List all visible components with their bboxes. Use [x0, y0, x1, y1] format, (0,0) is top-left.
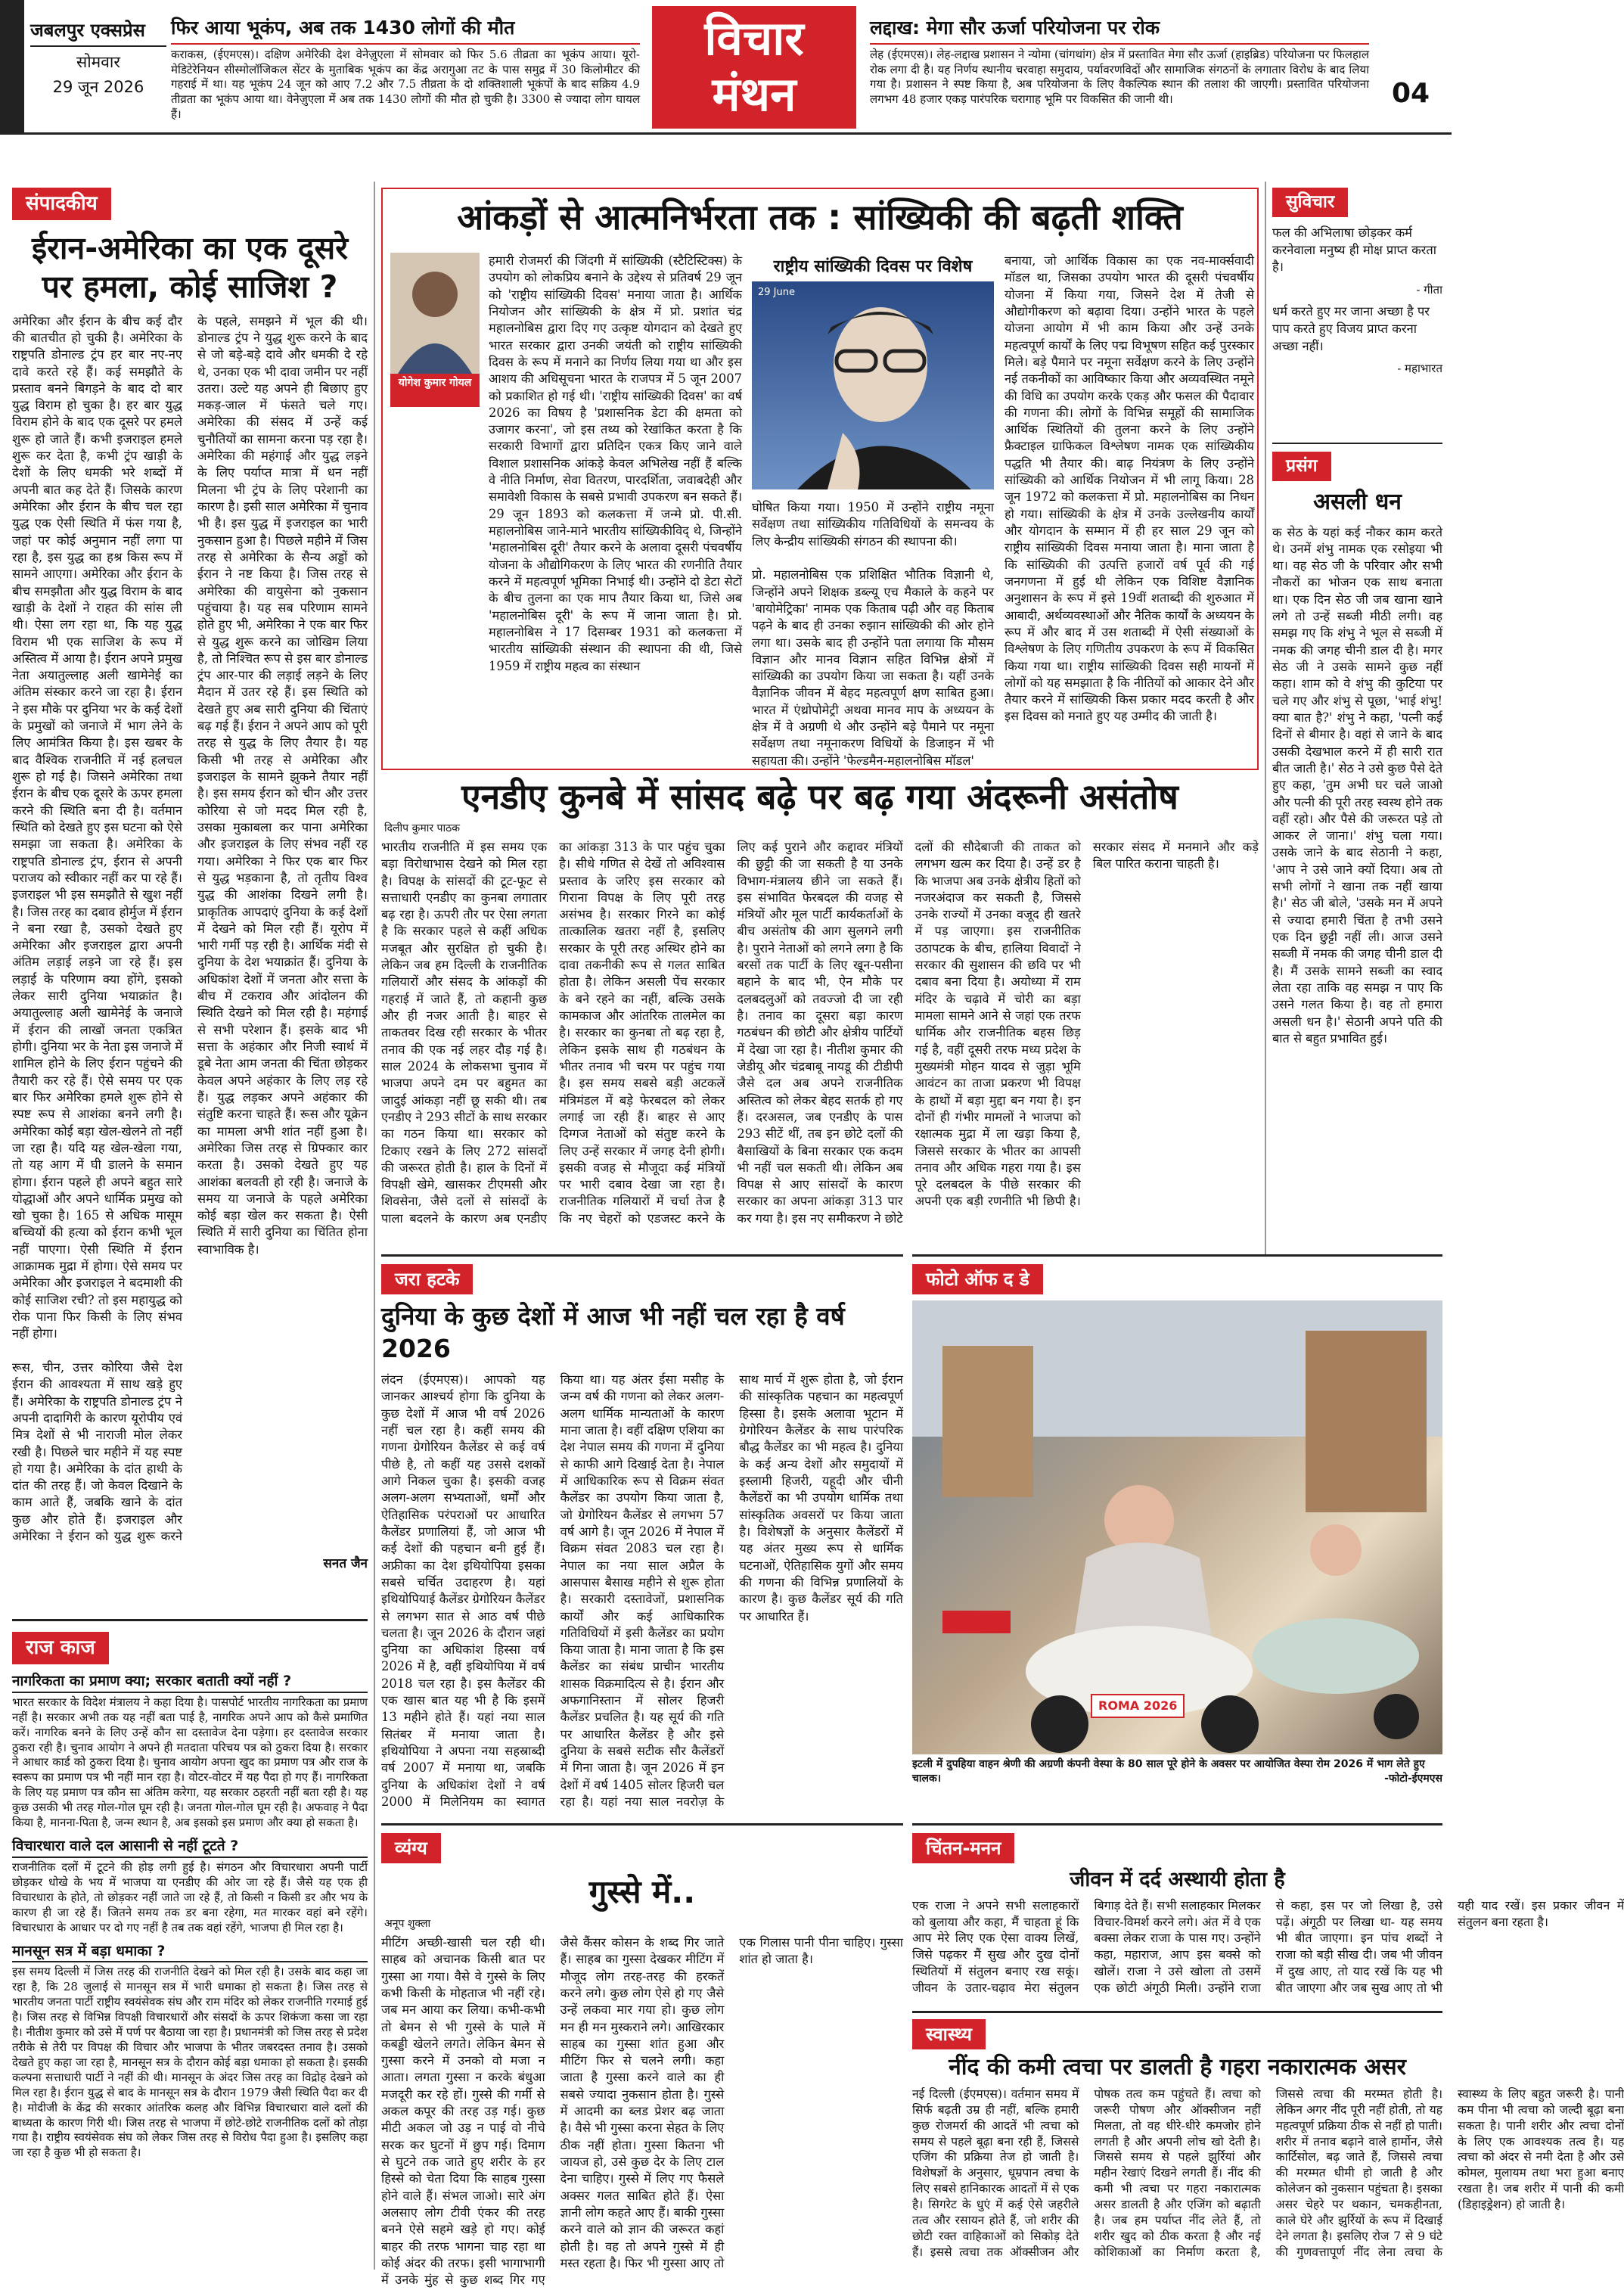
prasang-headline: असली धन	[1313, 489, 1402, 516]
photo-of-day-section	[912, 1254, 1442, 1814]
person-icon	[390, 253, 480, 374]
feature-headline: आंकड़ों से आत्मनिर्भरता तक : सांख्यिकी की बढ़ती शक्ति	[457, 197, 1183, 238]
vyang-body: मीटिंग अच्छी-खासी चल रही थी। साहब को अचानक किसी बात पर गुस्सा आ गया। वैसे वे गुस्से के लिए कभी किसी के मोहताज भी नहीं रहे। जब मन आया कर लिया। कभी-कभी तो बेमन से भी गुस्से के पाले में कबड्डी खेलने लगते। लेकिन बेमन से गुस्सा करने में उनको वो मजा न आता। लगता गुस्सा न करके बंधुआ मजदूरी कर रहे हों। गुस्से की गर्मी से अकल कपूर की तरह उड़ गई। कुछ मीटी अकल जो उड़ न पाई वो नीचे सरक कर घुटनों में छुप गई। दिमाग से घुटने तक जाते हुए शरीर के हर हिस्से को चेता दिया कि साहब गुस्सा होने वाले हैं। संभल जाओ। सारे अंग अलसाए लोग टीवी एंकर की तरह बनने ऐसे सहमे खड़े हो गए। कोई बाहर की तरफ भागना चाह रहा था कोई अंदर की तरफ। इसी भागाभागी में उनके मुंह से कुछ शब्द गिर गए जैसे कैंसर कोसन के शब्द गिर जाते हैं। साहब का गुस्सा देखकर मीटिंग में मौजूद लोग तरह-तरह की हरकतें करने लगे। कुछ लोग ऐसे हो गए जैसे उन्हें लकवा मार गया हो। कुछ लोग मन ही मन मुस्कराने लगे। आखिरकार साहब का गुस्सा शांत हुआ और मीटिंग फिर से चलने लगी। कहा जाता है गुस्सा करने वाले का ही सबसे ज्यादा नुकसान होता है। गुस्से में आदमी का ब्लड प्रेशर बढ़ जाता है। वैसे भी गुस्सा करना सेहत के लिए ठीक नहीं होता। गुस्सा कितना भी जायज हो, उसे कुछ देर के लिए टाल देना चाहिए। गुस्से में लिए गए फैसले अक्सर गलत साबित होते हैं। ऐसा ज्ञानी लोग कहते आए हैं। बाकी गुस्सा करने वाले को ज्ञान की जरूरत कहां होती है। वह तो अपने गुस्से में ही मस्त रहता है। फिर भी गुस्सा आए तो एक गिलास पानी पीना चाहिए। गुस्सा शांत हो जाता है।	[381, 1934, 903, 2288]
raj-kaaj-item	[12, 1672, 368, 1831]
masthead	[0, 0, 1452, 135]
raj-kaaj-headline-3: मानसून सत्र में बड़ा धमाका ?	[12, 1942, 368, 1963]
feature-article	[381, 188, 1259, 770]
editorial-section	[12, 188, 368, 1610]
column-divider-left	[374, 182, 375, 2270]
jara-hatke-body: लंदन (ईएमएस)। आपको यह जानकर आश्चर्य होगा कि दुनिया के कुछ देशों में आज भी वर्ष 2026 नहीं चल रहा है। कहीं समय की गणना ग्रेगोरियन कैलेंडर से कई वर्ष पीछे है, तो कहीं यह उससे दशकों आगे निकल चुका है। इसकी वजह अलग-अलग सभ्यताओं, धर्मों और ऐतिहासिक परंपराओं पर आधारित कैलेंडर प्रणालियां हैं, जो आज भी कई देशों की पहचान बनी हुई हैं। अफ्रीका का देश इथियोपिया इसका सबसे चर्चित उदाहरण है। यहां इथियोपियाई कैलेंडर ग्रेगोरियन कैलेंडर से लगभग सात से आठ वर्ष पीछे चलता है। जून 2026 के दौरान जहां दुनिया का अधिकांश हिस्सा वर्ष 2026 में है, वहीं इथियोपिया में वर्ष 2018 चल रहा है। इस कैलेंडर की एक खास बात यह भी है कि इसमें 13 महीने होते हैं। यहां नया साल सितंबर में मनाया जाता है। इथियोपिया ने अपना नया सहस्राब्दी वर्ष 2007 में मनाया था, जबकि दुनिया के अधिकांश देशों ने वर्ष 2000 में मिलेनियम का स्वागत किया था। यह अंतर ईसा मसीह के जन्म वर्ष की गणना को लेकर अलग-अलग धार्मिक मान्यताओं के कारण माना जाता है। वहीं दक्षिण एशिया का देश नेपाल समय की गणना में दुनिया से काफी आगे दिखाई देता है। नेपाल में आधिकारिक रूप से विक्रम संवत कैलेंडर का उपयोग किया जाता है, जो ग्रेगोरियन कैलेंडर से लगभग 57 वर्ष आगे है। जून 2026 में नेपाल में विक्रम संवत 2083 चल रहा है। नेपाल का नया साल अप्रैल के आसपास बैसाख महीने से शुरू होता है। सरकारी दस्तावेजों, प्रशासनिक कार्यों और कई आधिकारिक गतिविधियों में इसी कैलेंडर का प्रयोग किया जाता है। माना जाता है कि इस कैलेंडर का संबंध प्राचीन भारतीय शासक विक्रमादित्य से है। ईरान और अफगानिस्तान में सोलर हिजरी कैलेंडर प्रचलित है। यह सूर्य की गति पर आधारित कैलेंडर है और इसे दुनिया के सबसे सटीक सौर कैलेंडरों में गिना जाता है। जून 2026 में इन देशों में वर्ष 1405 सोलर हिजरी चल रहा है। यहां नया साल नवरोज़ के साथ मार्च में शुरू होता है, जो ईरान की सांस्कृतिक पहचान का महत्वपूर्ण हिस्सा है। इसके अलावा भूटान में ग्रेगोरियन कैलेंडर के साथ पारंपरिक बौद्ध कैलेंडर का भी महत्व है। दुनिया के कई अन्य देशों और समुदायों में इस्लामी हिजरी, यहूदी और चीनी कैलेंडरों का भी उपयोग धार्मिक तथा सांस्कृतिक अवसरों पर किया जाता है। विशेषज्ञों के अनुसार कैलेंडरों में यह अंतर मुख्य रूप से धार्मिक घटनाओं, ऐतिहासिक युगों और समय की गणना की विभिन्न प्रणालियों के कारण है। कुछ कैलेंडर सूर्य की गति पर आधारित हैं।	[381, 1372, 903, 1809]
paper-info	[30, 18, 166, 124]
swasthya-body: नई दिल्ली (ईएमएस)। वर्तमान समय में सिर्फ बढ़ती उम्र ही नहीं, बल्कि हमारी कुछ रोजमर्रा की आदतें भी त्वचा को समय से पहले बूढ़ा बना रही हैं, जिससे एजिंग की प्रक्रिया तेज हो जाती है। विशेषज्ञों के अनुसार, धूम्रपान त्वचा के लिए सबसे हानिकारक आदतों में से एक है। सिगरेट के धुएं में कई ऐसे जहरीले तत्व और रसायन होते हैं, जो शरीर की छोटी रक्त वाहिकाओं को सिकोड़ देते हैं। इससे त्वचा तक ऑक्सीजन और पोषक तत्व कम पहुंचते हैं। त्वचा को जरूरी पोषण और ऑक्सीजन नहीं मिलता, तो वह धीरे-धीरे कमजोर होने लगती है और अपनी लोच खो देती है। जिससे समय से पहले झुर्रियां और महीन रेखाएं दिखने लगती हैं। नींद की कमी भी त्वचा पर गहरा नकारात्मक असर डालती है और एजिंग को बढ़ाती है। जब हम पर्याप्त नींद लेते हैं, तो शरीर खुद को ठीक करता है और नई कोशिकाओं का निर्माण करता है, जिससे त्वचा की मरम्मत होती है। लेकिन अगर नींद पूरी नहीं होती, तो यह महत्वपूर्ण प्रक्रिया ठीक से नहीं हो पाती। शरीर में तनाव बढ़ाने वाले हार्मोन, जैसे कार्टिसोल, बढ़ जाते हैं, जिससे त्वचा की मरम्मत धीमी हो जाती है और कोलेजन को नुकसान पहुंचता है। इसका असर चेहरे पर थकान, चमकहीनता, काले घेरे और झुर्रियों के रूप में दिखाई देने लगता है। इसलिए रोज 7 से 9 घंटे की गुणवत्तापूर्ण नींद लेना त्वचा के स्वास्थ्य के लिए बहुत जरूरी है। पानी कम पीना भी त्वचा को जल्दी बूढ़ा बना सकता है। पानी शरीर और त्वचा दोनों के लिए एक आवश्यक तत्व है। यह त्वचा को अंदर से नमी देता है और उसे कोमल, मुलायम तथा भरा हुआ बनाए रखता है। जब शरीर में पानी की कमी (डिहाइड्रेशन) हो जाती है।	[912, 2086, 1624, 2259]
nda-article	[381, 773, 1259, 1250]
right-top-news	[870, 15, 1369, 129]
photo-of-day-tag: फोटो ऑफ द डे	[912, 1264, 1043, 1294]
right-top-news-text: लेह (ईएमएस)। लेह-लद्दाख प्रशासन ने न्योमा (चांगथांग) क्षेत्र में प्रस्तावित मेगा सौर ऊर्जा (हाइब्रिड) परियोजना पर फिलहाल रोक लगा दी है। यह निर्णय स्थानीय चरवाहा समुदाय, पर्यावरणविदों और सामाजिक संगठनों के लगातार विरोध के बाद लिया गया है। प्रशासन ने स्पष्ट किया है, अब परियोजना के लिए वैकल्पिक स्थान की तलाश की जाएगी। प्रस्तावित परियोजना लगभग 48 हजार एकड़ पारंपरिक चरागाह भूमि पर विकसित की जानी थी।	[870, 47, 1369, 107]
prasang-section	[1272, 443, 1442, 1252]
section-title-box	[652, 6, 856, 129]
editorial-body: अमेरिका और ईरान के बीच कई दौर की बातचीत हो चुकी है। अमेरिका के राष्ट्रपति डोनाल्ड ट्रंप हर बार नए-नए दावे करते रहे हैं। कई समझौते के प्रस्ताव बनने बिगड़ने के बाद दो बार युद्ध विराम हो चुका है। हर बार युद्ध विराम होने के बाद एक दूसरे पर हमले शुरू हो जाते हैं। कभी इजराइल हमले शुरू कर देता है, कभी ट्रंप खाड़ी के देशों के लिए धमकी भरे शब्दों में अपनी बात कह देते हैं। जिसके कारण अमेरिका और ईरान के बीच चल रहा युद्ध एक ऐसी स्थिति में फंस गया है, जहां पर कोई अनुमान नहीं लगा पा रहा है, इस युद्ध का हश्र किस रूप में सामने आएगा। अमेरिका और ईरान के बीच समझौता और युद्ध विराम के बाद खाड़ी के देशों ने राहत की सांस ली थी। ऐसा लग रहा था, कि यह युद्ध विराम भी एक साजिश के रूप में अस्तित्व में आया है। ईरान अपने प्रमुख नेता अयातुल्लाह अली खामेनेई का अंतिम संस्कार करने जा रहा है। ईरान ने इस मौके पर दुनिया भर के कई देशों के प्रमुखों को जनाजे में भाग लेने के लिए आमंत्रित किया है। इस खबर के बाद वैश्विक राजनीति में नई हलचल शुरू हो गई है। जिसने अमेरिका तथा ईरान के बीच एक दूसरे के ऊपर हमला करने की स्थिति बना दी है। वर्तमान स्थिति को देखते हुए इस घटना को ऐसे समझा जा सकता है। अमेरिका के राष्ट्रपति डोनाल्ड ट्रंप, ईरान से अपनी पराजय को स्वीकार नहीं कर पा रहे हैं। इजराइल भी इस समझौते से खुश नहीं है। जिस तरह का दबाव होर्मुज में ईरान ने बना रखा है, उसको देखते हुए अमेरिका और इजराइल द्वारा अपनी अंतिम लड़ाई लड़ने जा रहे हैं। इस लड़ाई के परिणाम क्या होंगे, इसको लेकर सारी दुनिया भयाक्रांत है। अयातुल्लाह अली खामेनेई के जनाजे में ईरान की लाखों जनता एकत्रित होगी। दुनिया भर के नेता इस जनाजे में शामिल होने के लिए ईरान पहुंचने की तैयारी कर रहे हैं। ऐसे समय पर एक बार फिर अमेरिका हमले शुरू होने से स्पष्ट रूप से आशंका बनने लगी है। अमेरिका कोई बड़ा खेल-खेलने तो नहीं जा रहा है। यदि यह खेल-खेला गया, तो यह आग में घी डालने के समान होगा। ईरान पहले ही अपने बहुत सारे योद्धाओं और अपने धार्मिक प्रमुख को खो चुका है। 165 से अधिक मासूम बच्चियों की हत्या को ईरान कभी भूल नहीं पाएगा। ऐसी स्थिति में ईरान आक्रामक मुद्रा में होगा। ऐसे समय पर अमेरिका और इजराइल ने बदमाशी की कोई साजिश रची? तो इस महायुद्ध को रोक पाना फिर किसी के लिए संभव नहीं होगा। रूस, चीन, उत्तर कोरिया जैसे देश ईरान की आवश्यता में साथ खड़े हुए हैं। अमेरिका के राष्ट्रपति डोनाल्ड ट्रंप ने अपनी दादागिरी के कारण यूरोपीय एवं मित्र देशों से भी नाराजी मोल लेकर रखी है। पिछले चार महीने में यह स्पष्ट हो गया है। अमेरिका के दांत हाथी के दांत की तरह हैं। जो केवल दिखाने के काम आते हैं, जबकि खाने के दांत कुछ और होते हैं। इजराइल और अमेरिका ने ईरान को युद्ध शुरू करने के पहले, समझने में भूल की थी। डोनाल्ड ट्रंप ने युद्ध शुरू करने के बाद से जो बड़े-बड़े दावे और धमकी दे रहे थे, उनका एक भी दावा जमीन पर नहीं उतरा। उल्टे यह अपने ही बिछाए हुए मकड़-जाल में फंसते चले गए। अमेरिका की संसद में उन्हें कई चुनौतियों का सामना करना पड़ रहा है। अमेरिका की महंगाई और युद्ध लड़ने के लिए पर्याप्त मात्रा में धन नहीं मिलना भी ट्रंप के लिए परेशानी का कारण है। इसी साल अमेरिका में चुनाव भी है। इस युद्ध में इजराइल का भारी नुकसान हुआ है। पिछले महीने में जिस तरह से अमेरिका के सैन्य अड्डों को ईरान ने नष्ट किया है। जिस तरह से अमेरिका की वायुसेना को नुकसान पहुंचाया है। यह सब परिणाम सामने होते हुए भी, अमेरिका ने एक बार फिर से युद्ध शुरू करने का जोखिम लिया है, तो निश्चित रूप से इस बार डोनाल्ड ट्रंप आर-पार की लड़ाई लड़ने के लिए मैदान में उतर रहे हैं। इस स्थिति को देखते हुए अब सारी दुनिया की चिंताएं बढ़ गई हैं। ईरान ने अपने आप को पूरी तरह से युद्ध के लिए तैयार है। यह किसी भी तरह से अमेरिका और इजराइल के सामने झुकने तैयार नहीं है। इस समय ईरान को चीन और उत्तर कोरिया से जो मदद मिल रही है, उसका मुकाबला कर पाना अमेरिका और इजराइल के लिए संभव नहीं रह गया। अमेरिका ने फिर एक बार फिर से युद्ध भड़काना है, तो तृतीय विश्व युद्ध की आशंका दिखने लगी है। प्राकृतिक आपदाएं दुनिया के कई देशों में देखने को मिल रही हैं। यूरोप में भारी गर्मी पड़ रही है। आर्थिक मंदी से दुनिया के देश भयाक्रांत हैं। दुनिया के अधिकांश देशों में जनता और सत्ता के बीच में टकराव और आंदोलन की स्थिति देखने को मिल रही है। महंगाई से सभी परेशान हैं। इसके बाद भी सत्ता के अहंकार और निजी स्वार्थ में डूबे नेता आम जनता की चिंता छोड़कर केवल अपने अहंकार के लिए लड़ रहे हैं। युद्ध लड़कर अपने अहंकार की संतुष्टि करना चाहते हैं। रूस और यूक्रेन का मामला अभी शांत नहीं हुआ है। अमेरिका जिस तरह से ग्रिफ्कार कार करता है। उसको देखते हुए यह आशंका बलवती हो रही है। जनाजे के समय या जनाजे के पहले अमेरिका कोई बड़ा खेल कर सकता है। ऐसी स्थिति में सारी दुनिया का चिंतित होना स्वाभाविक है।	[12, 313, 368, 1544]
suvichar-quote-1: फल की अभिलाषा छोड़कर कर्म करनेवाला मनुष्य ही मोक्ष प्राप्त करता है।	[1272, 225, 1436, 275]
raj-kaaj-item	[12, 1837, 368, 1935]
feature-author: योगेश कुमार गोयल	[390, 374, 480, 407]
author-photo	[390, 253, 480, 374]
jara-hatke-section	[381, 1254, 903, 1814]
raj-kaaj-body-2: राजनीतिक दलों में टूटने की होड़ लगी हुई है। संगठन और विचारधारा अपनी पार्टी छोड़कर धोखे के भय में भाजपा या एनडीए की ओर जा रहे हैं। जैसे यह एक ही विचारधारा के होते, तो छोड़कर नहीं जाते जा रहे हैं, तो किसी न किसी डर और भय के कारण ही जा रहे हैं। जितने समय तक डर बना रहेगा, मत मारकर वहां बने रहेंगे। विचारधारा के आधार पर दो गए नहीं है तब तक वहां रहेंगे, भाजपा ही मिल रहा है।	[12, 1860, 368, 1934]
left-top-news-headline: फिर आया भूकंप, अब तक 1430 लोगों की मौत	[171, 15, 640, 45]
editorial-headline: ईरान-अमेरिका का एक दूसरे पर हमला, कोई साजिश ?	[32, 230, 348, 306]
editorial-tag: संपादकीय	[12, 188, 111, 220]
raj-kaaj-headline-1: नागरिकता का प्रमाण क्या; सरकार बताती क्यों नहीं ?	[12, 1672, 368, 1693]
raj-kaaj-tag: राज काज	[12, 1632, 109, 1664]
nda-headline: एनडीए कुनबे में सांसद बढ़े पर बढ़ गया अंदरूनी असंतोष	[461, 776, 1178, 817]
feature-col3: बनाया, जो आर्थिक विकास का एक नव-मार्क्सवादी मॉडल था, जिसका उपयोग भारत की दूसरी पंचवर्षीय योजना में किया गया, जिसने देश में तेजी से औद्योगीकरण को बढ़ावा दिया। उन्होंने भारत के पहले योजना आयोग में भी काम किया और उन्हें उनके महत्वपूर्ण कार्यों के लिए पद्म विभूषण सहित कई पुरस्कार मिले। बड़े पैमाने पर नमूना सर्वेक्षण करने के लिए उन्होंने नई तकनीकों का आविष्कार किया और अव्यवस्थित नमूने की विधि का उपयोग करके एकड़ और फसल की पैदावार की गणना की। लोगों के विभिन्न समूहों की सामाजिक आर्थिक स्थितियों की तुलना करने के लिए उन्होंने फ्रैक्टाइल ग्राफिकल विश्लेषण नामक एक सांख्यिकीय पद्धति भी तैयार की। बाढ़ नियंत्रण के लिए उन्होंने सांख्यिकी को आर्थिक नियोजन में भी लागू किया। 28 जून 1972 को कलकत्ता में प्रो. महालनोबिस का निधन हो गया। सांख्यिकी के क्षेत्र में उनके उल्लेखनीय कार्यों और योगदान के सम्मान में ही हर साल 29 जून को राष्ट्रीय सांख्यिकी दिवस मनाया जाता है। माना जाता है कि सांख्यिकी की उत्पत्ति हजारों वर्ष पूर्व की गई जनगणना में हुई थी लेकिन एक विशिष्ट वैज्ञानिक अनुशासन के रूप में इसे 19वीं शताब्दी की शुरुआत में आबादी, अर्थव्यवस्थाओं और नैतिक कार्यों के अध्ययन के रूप में और बाद में उस शताब्दी में ऐसी संख्याओं के विश्लेषण के लिए गणितीय उपकरण के रूप में विकसित किया गया था। राष्ट्रीय सांख्यिकी दिवस सही मायनों में लोगों को यह समझाता है कि नीतियों को आकार देने और तैयार करने में सांख्यिकी किस प्रकार मदद करती है और इस दिवस को मनाते हुए यह उम्मीद की जाती है।	[1005, 253, 1254, 724]
raj-kaaj-body-3: इस समय दिल्ली में जिस तरह की राजनीति देखने को मिल रही है। उसके बाद कहा जा रहा है, कि 28 जुलाई से मानसून सत्र में भारी धमाका हो सकता है। जिस तरह से भारतीय जनता पार्टी राष्ट्रीय स्वयंसेवक संघ और राम मंदिर को लेकर राजनीति गरमाई हुई है। जिस तरह से विभिन्न विपक्षी विचारधारों और संसदों के ऊपर शिकंजा कसा जा रहा है। नीतीश कुमार को उसे में पर्ण पर बैठाया जा रहा है। प्रधानमंत्री को जिस तरह से प्रदेश तरीके से तेरी पर विपक्ष की विचार और भाजपा के भीतर जबरदस्त तनाव है। उसको देखते हुए कहा जा रहा है, मानसून सत्र के दौरान कोई बड़ा धमाका हो सकता है। इसकी कल्पना सत्ताधारी पार्टी ने नहीं की थी। मानसून के अंदर जिस तरह का विद्रोह देखने को मिल रहा है। ईरान युद्ध से बाद के मानसून सत्र के दौरान 1979 जैसी स्थिति पैदा कर दी है। मोदीजी के केंद्र की सरकार आंतरिक कलह और विभिन्न विचारधारा वाले दलों की बाध्यता के कारण गिरी थी। जिस तरह से भाजपा में छोटे-छोटे राजनीतिक दलों को तोड़ा गया है। राष्ट्रीय स्वयंसेवक संघ को लेकर जिस तरह से विरोध पैदा हुआ है। इसलिए कहा जा रहा है कुछ भी हो सकता है।	[12, 1965, 368, 2160]
suvichar-source-2: - महाभारत	[1397, 362, 1442, 376]
chintan-tag: चिंतन-मनन	[912, 1833, 1014, 1863]
page-number: 04	[1391, 78, 1430, 109]
feature-sub-tag: राष्ट्रीय सांख्यिकी दिवस पर विशेष	[773, 257, 973, 276]
vyang-tag: व्यंग्य	[381, 1833, 441, 1863]
raj-kaaj-section	[12, 1619, 368, 2270]
left-top-news	[171, 15, 640, 129]
swasthya-section	[912, 2011, 1624, 2272]
vespa-photo	[912, 1300, 1442, 1754]
column-divider-right	[1265, 182, 1266, 1256]
paper-date: 29 जून 2026	[52, 77, 144, 96]
feature-col2: घोषित किया गया। 1950 में उन्होंने राष्ट्रीय नमूना सर्वेक्षण तथा सांख्यिकीय गतिविधियों के समन्वय के लिए केन्द्रीय सांख्यिकी संगठन की स्थापना की। प्रो. महालनोबिस एक प्रशिक्षित भौतिक विज्ञानी थे, जिन्होंने अपने शिक्षक डब्ल्यू एच मैकाले के कहने पर 'बायोमेट्रिका' नामक एक किताब पढ़ी और वह किताब पढ़ने के बाद ही उनका रुझान सांख्यिकी की ओर होने लगा था। उसके बाद ही उन्होंने पता लगाया कि मौसम विज्ञान और मानव विज्ञान सहित विभिन्न क्षेत्रों में सांख्यिकी का उपयोग किया जा सकता है। यहीं उनके वैज्ञानिक जीवन में बेहद महत्वपूर्ण क्षण साबित हुआ। भारत में एंथ्रोपोमेट्री अथवा मानव माप के अध्ययन के क्षेत्र में वे अग्रणी थे और उन्होंने बड़े पैमाने पर नमूना सर्वेक्षण तथा नमूनाकरण विधियों के डिजाइन में भी सहायता की। उन्होंने 'फेल्डमैन-महालनोबिस मॉडल'	[752, 500, 994, 768]
photo-credit: -फोटो-ईएमएस	[1384, 1773, 1442, 1785]
nda-body: भारतीय राजनीति में इस समय एक बड़ा विरोधाभास देखने को मिल रहा है। विपक्ष के सांसदों की टूट-फूट से सत्ताधारी एनडीए का कुनबा लगातार बढ़ रहा है। ऊपरी तौर पर ऐसा लगता है कि सरकार पहले से कहीं अधिक मजबूत और सुरक्षित हो चुकी है। लेकिन जब हम दिल्ली के राजनीतिक गलियारों और संसद के आंकड़ों की गहराई में जाते हैं, तो कहानी कुछ और ही नजर आती है। बाहर से ताकतवर दिख रही सरकार के भीतर तनाव की एक नई लहर दौड़ गई है। साल 2024 के लोकसभा चुनाव में भाजपा अपने दम पर बहुमत का जादुई आंकड़ा नहीं छू सकी थी। तब एनडीए ने 293 सीटों के साथ सरकार का गठन किया था। सरकार को टिकाए रखने के लिए 272 सांसदों की जरूरत होती है। हाल के दिनों में विपक्षी खेमे, खासकर टीएमसी और शिवसेना, जैसे दलों से सांसदों के पाला बदलने के कारण अब एनडीए का आंकड़ा 313 के पार पहुंच चुका है। सीधे गणित से देखें तो अविश्वास प्रस्ताव के जरिए इस सरकार को गिराना विपक्ष के लिए पूरी तरह असंभव है। सरकार गिरने का कोई तात्कालिक खतरा नहीं है, इसलिए सरकार के पूरी तरह अस्थिर होने का दावा तकनीकी रूप से गलत साबित होता है। लेकिन असली पेंच सरकार के बने रहने का नहीं, बल्कि उसके कामकाज और आंतरिक तालमेल का है। सरकार का कुनबा तो बढ़ रहा है, लेकिन इसके साथ ही गठबंधन के भीतर तनाव भी चरम पर पहुंच गया है। इस समय सबसे बड़ी अटकलें मंत्रिमंडल में बड़े फेरबदल को लेकर लगाई जा रही हैं। बाहर से आए दिग्गज नेताओं को संतुष्ट करने के लिए उन्हें सरकार में जगह देनी होगी। इसकी वजह से मौजूदा कई मंत्रियों पर भारी दबाव देखा जा रहा है। राजनीतिक गलियारों में चर्चा तेज है कि नए चेहरों को एडजस्ट करने के लिए कई पुराने और कद्दावर मंत्रियों की छुट्टी की जा सकती है या उनके विभाग-मंत्रालय छीने जा सकते हैं। इस संभावित फेरबदल की वजह से मंत्रियों और मूल पार्टी कार्यकर्ताओं के बीच असंतोष की आग सुलगने लगी है। पुराने नेताओं को लगने लगा है कि बरसों तक पार्टी के लिए खून-पसीना बहाने के बाद भी, ऐन मौके पर दलबदलुओं को तवज्जो दी जा रही है। तनाव का दूसरा बड़ा कारण गठबंधन की छोटी और क्षेत्रीय पार्टियों में देखा जा रहा है। नीतीश कुमार की जेडीयू और चंद्रबाबू नायडू की टीडीपी जैसे दल अब अपने राजनीतिक अस्तित्व को लेकर बेहद सतर्क हो गए हैं। दरअसल, जब एनडीए के पास 293 सीटें थीं, तब इन छोटे दलों की बैसाखियों के बिना सरकार एक कदम भी नहीं चल सकती थी। लेकिन अब विपक्ष से आए सांसदों के कारण सरकार का अपना आंकड़ा 313 पार कर गया है। इस नए समीकरण ने छोटे दलों की सौदेबाजी की ताकत को लगभग खत्म कर दिया है। उन्हें डर है कि भाजपा अब उनके क्षेत्रीय हितों को नजरअंदाज कर सकती है, जिससे उनके राज्यों में उनका वजूद ही खतरे में पड़ जाएगा। इस राजनीतिक उठापटक के बीच, हालिया विवादों ने सरकार की सुशासन की छवि पर भी दबाव बना दिया है। अयोध्या में राम मंदिर के चढ़ावे में चोरी का बड़ा मामला सामने आने से जहां एक तरफ धार्मिक और राजनीतिक बहस छिड़ गई है, वहीं दूसरी तरफ मध्य प्रदेश के मुख्यमंत्री मोहन यादव से जुड़ा भूमि आवंटन का ताजा प्रकरण भी विपक्ष के हाथों में बड़ा मुद्दा बन गया है। इन दोनों ही गंभीर मामलों ने भाजपा को रक्षात्मक मुद्रा में ला खड़ा किया है, जिससे सरकार के भीतर का आपसी तनाव और अधिक गहरा गया है। इस पूरे दलबदल के पीछे सरकार की अपनी एक बड़ी रणनीति भी छिपी है। सरकार संसद में मनमाने और कड़े बिल पारित कराना चाहती है।	[381, 839, 1259, 1226]
swasthya-tag: स्वास्थ्य	[912, 2019, 986, 2049]
suvichar-quote-2: धर्म करते हुए मर जाना अच्छा है पर पाप करते हुए विजय प्राप्त करना अच्छा नहीं।	[1272, 304, 1430, 353]
suvichar-source-1: - गीता	[1416, 282, 1442, 297]
raj-kaaj-headline-2: विचारधारा वाले दल आसानी से नहीं टूटते ?	[12, 1837, 368, 1858]
feature-col1: हमारी रोजमर्रा की जिंदगी में सांख्यिकी (स्टैटिस्टिक्स) के उपयोग को लोकप्रिय बनाने के उद्देश्य से प्रतिवर्ष 29 जून को 'राष्ट्रीय सांख्यिकी दिवस' मनाया जाता है। आर्थिक नियोजन और सांख्यिकी के क्षेत्र में प्रो. प्रशांत चंद्र महालनोबिस द्वारा दिए गए उत्कृष्ट योगदान को देखते हुए भारत सरकार द्वारा उनकी जयंती को राष्ट्रीय सांख्यिकी दिवस के रूप में मनाने का निर्णय लिया गया था और इस आशय की अधिसूचना भारत के राजपत्र में 5 जून 2007 को प्रकाशित हो गई थी। 'राष्ट्रीय सांख्यिकी दिवस' का वर्ष 2026 का विषय है 'प्रशासनिक डेटा की क्षमता को उजागर करना', जो इस तथ्य को रेखांकित करता है कि सरकारी विभागों द्वारा प्रतिदिन एकत्र किए जाने वाले विशाल प्रशासनिक आंकड़े केवल अभिलेख नहीं हैं बल्कि वे नीति निर्माण, सेवा वितरण, पारदर्शिता, जवाबदेही और समावेशी विकास के सबसे प्रभावी उपकरण बन सकते हैं। 29 जून 1893 को कलकत्ता में जन्मे प्रो. पी.सी. महालनोबिस जाने-माने भारतीय सांख्यिकीविद् थे, जिन्होंने 'महालनोबिस दूरी' तैयार करने के अलावा दूसरी पंचवर्षीय योजना के औद्योगिकरण के लिए भारत की रणनीति तैयार करने में महत्वपूर्ण भूमिका निभाई थी। उन्होंने दो डेटा सेटों के बीच तुलना का एक माप तैयार किया था, जिसे अब 'महालनोबिस दूरी' के रूप में जाना जाता है। प्रो. महालनोबिस ने 17 दिसम्बर 1931 को कलकत्ता में भारतीय सांख्यिकी संस्थान की स्थापना की थी, जिसे 1959 में राष्ट्रीय महत्व का संस्थान	[489, 253, 742, 673]
chintan-headline: जीवन में दर्द अस्थायी होता है	[1070, 1868, 1285, 1892]
left-edge-strip	[0, 0, 24, 135]
section-title-line1: विचार	[704, 11, 804, 66]
jara-hatke-headline: दुनिया के कुछ देशों में आज भी नहीं चल रहा है वर्ष 2026	[381, 1301, 845, 1364]
left-top-news-text: कराकस, (ईएमएस)। दक्षिण अमेरिकी देश वेनेज़ुएला में सोमवार को फिर 5.6 तीव्रता का भूकंप आया। यूरो-मेडिटेरेनियन सीस्मोलॉजिकल सेंटर के मुताबिक भूकंप का केंद्र अरागुआ तट के पास समुद्र में 30 किलोमीटर की गहराई में था। यह भूकंप 24 जून को आए 7.2 और 7.5 तीव्रता के दो शक्तिशाली भूकंपों के बाद सक्रिय 4.9 तीव्रता का भूकंप आया था। वेनेज़ुएला में अब तक 1430 लोगों की मौत हो चुकी है। 3300 से ज्यादा लोग घायल हैं।	[171, 47, 640, 121]
suvichar-tag: सुविचार	[1272, 188, 1348, 217]
jara-hatke-tag: जरा हटके	[381, 1264, 473, 1294]
section-title-line2: मंथन	[712, 67, 796, 122]
editorial-author: सनत जैन	[323, 1555, 368, 1571]
prasang-body: क सेठ के यहां कई नौकर काम करते थे। उनमें शंभु नामक एक रसोइया भी था। वह सेठ जी के परिवार और सभी नौकरों का भोजन एक साथ बनाता था। एक दिन सेठ जी जब खाना खाने लगे तो उन्हें सब्जी मीठी लगी। वह समझ गए कि शंभु ने भूल से सब्जी में नमक की जगह चीनी डाल दी है। मगर सेठ जी ने उसके सामने कुछ नहीं कहा। शाम को वे शंभु की कुटिया पर चले गए और शंभु से पूछा, 'भाई शंभु! क्या बात है?' शंभु ने कहा, 'पत्नी कई दिनों से बीमार है। वहां से जाने के बाद उसकी देखभाल करने में ही सारी रात बीत जाती है।' सेठ ने उसे कुछ पैसे देते हुए कहा, 'तुम अभी घर चले जाओ और पत्नी की पूरी तरह स्वस्थ होने तक वहीं रहो। और पैसे की जरूरत पड़े तो आकर ले जाना।' शंभु चला गया। उसके जाने के बाद सेठानी ने कहा, 'आप ने उसे जाने क्यों दिया। अब तो सभी लोगों ने खाना तक नहीं खाया है।' सेठ जी बोले, 'उसके मन में अपने से ज्यादा हमारी चिंता है तभी उसने एक दिन छुट्टी नहीं ली। आज उसने सब्जी में नमक की जगह चीनी डाल दी है। मैं उसके सामने सब्जी का स्वाद लेता रहा ताकि वह समझ न पाए कि उसने गलत किया है। वह तो हमारा असली धन है।' सेठानी अपने पति की बात से बहुत प्रभावित हुई।	[1272, 524, 1442, 1046]
chintan-body: एक राजा ने अपने सभी सलाहकारों को बुलाया और कहा, मैं चाहता हूं कि आप मेरे लिए एक ऐसा वाक्य लिखें, जिसे पढ़कर मैं सुख और दुख दोनों स्थितियों में संतुलन बनाए रख सकूं। जीवन के उतार-चढ़ाव मेरा संतुलन बिगाड़ देते हैं। सभी सलाहकार मिलकर विचार-विमर्श करने लगे। अंत में वे एक बक्सा लेकर राजा के पास गए। उन्होंने कहा, महाराज, आप इस बक्से को खोलें। राजा ने उसे खोला तो उसमें एक छोटी अंगूठी मिली। उन्होंने राजा से कहा, इस पर जो लिखा है, उसे पढ़ें। अंगूठी पर लिखा था- यह समय भी बीत जाएगा। इन पांच शब्दों ने राजा को बड़ी सीख दी। जब भी जीवन में दुख आए, तो याद रखें कि यह भी बीत जाएगा और जब सुख आए तो भी यही याद रखें। इस प्रकार जीवन में संतुलन बना रहता है।	[912, 1897, 1624, 1995]
prasang-tag: प्रसंग	[1272, 452, 1331, 481]
swasthya-headline: नींद की कमी त्वचा पर डालती है गहरा नकारात्मक असर	[949, 2054, 1406, 2081]
photo-caption	[912, 1757, 1442, 1786]
right-top-news-headline: लद्दाख: मेगा सौर ऊर्जा परियोजना पर रोक	[870, 15, 1369, 45]
raj-kaaj-body-1: भारत सरकार के विदेश मंत्रालय ने कहा दिया है। पासपोर्ट भारतीय नागरिकता का प्रमाण नहीं है। सरकार अभी तक यह नहीं बता पाई है, नागरिक अपने आप को कैसे प्रमाणित करें। नागरिक बनने के लिए उन्हें कौन सा दस्तावेज देना पड़ेगा। हर दस्तावेज सरकार ठुकरा रही है। चुनाव आयोग ने अपने ही मतदाता परिचय पत्र को ठुकरा दिया है। सरकार ने आधार कार्ड को ठुकरा दिया है। चुनाव आयोग अपना खुद का प्रमाण पत्र और राज के स्वरूप का प्रमाण पत्र भी नहीं मान रहा है। वोटर-वोटर में यह पैदा हो गए हैं। नागरिकता के लिए यह प्रमाण पत्र कौन सा अंतिम करेगा, यह सरकार ठहरती नहीं बता रही है। यह कुछ उसकी भी तरह गोल-गोल घूम रही है। जनता गोल-गोल घूम रही है। अफवाह ने पैदा किया है, मानना-पिता है, जन्म स्थान है, अब इसको इस प्रमाण और क्या हो सकता है।	[12, 1695, 368, 1830]
scooter-rally-icon	[912, 1300, 1442, 1754]
paper-day: सोमवार	[76, 53, 120, 72]
vyang-headline: गुस्से में..	[588, 1873, 696, 1911]
mahalanobis-portrait	[752, 281, 994, 489]
suvichar-section	[1272, 188, 1442, 437]
feature-illustration	[752, 253, 994, 495]
vyang-section	[381, 1823, 903, 2288]
chintan-section	[912, 1823, 1624, 2005]
vyang-author: अनूप शुक्ला	[384, 1918, 431, 1931]
nda-author: दिलीप कुमार पाठक	[384, 822, 460, 834]
paper-name: जबलपुर एक्सप्रेस	[30, 18, 166, 47]
portrait-figure-icon	[752, 281, 994, 489]
photo-plate-text: ROMA 2026	[1091, 1694, 1185, 1718]
raj-kaaj-item	[12, 1942, 368, 2161]
photo-caption-text: इटली में दुपहिया वाहन श्रेणी की अग्रणी कंपनी वेस्पा के 80 साल पूरे होने के अवसर पर आयोजित वेस्पा रोम 2026 में भाग लेते हुए चालक।	[912, 1758, 1425, 1785]
portrait-caption-small: 29 June	[758, 286, 795, 298]
